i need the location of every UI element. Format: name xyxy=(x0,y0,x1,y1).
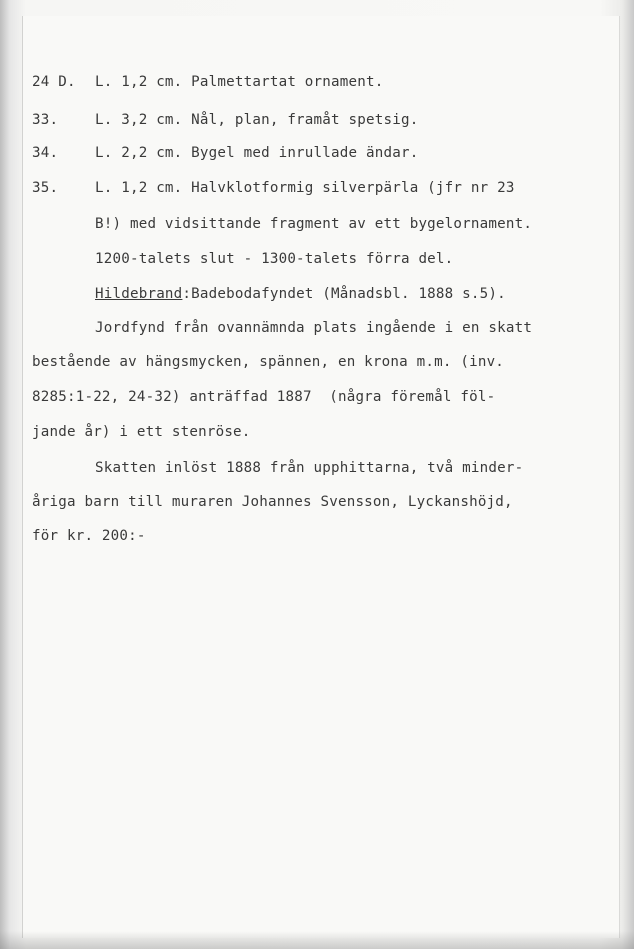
reference-line xyxy=(95,286,506,302)
paragraph-1-line-2: bestående av hängsmycken, spännen, en krona m.m. (inv. xyxy=(32,354,505,370)
entry-number-33: 33. xyxy=(32,112,59,128)
entry-number-35: 35. xyxy=(32,180,59,196)
entry-text-33: L. 3,2 cm. Nål, plan, framåt spetsig. xyxy=(95,112,419,128)
entry-35-continuation: B!) med vidsittande fragment av ett bygelornament. xyxy=(95,216,533,232)
paragraph-2-line-2: åriga barn till muraren Johannes Svensson, Lyckanshöjd, xyxy=(32,494,513,510)
paragraph-1-line-4: jande år) i ett stenröse. xyxy=(32,424,251,440)
scan-bottom-shadow xyxy=(0,931,634,949)
paragraph-2-line-1: Skatten inlöst 1888 från upphittarna, två minder- xyxy=(95,460,524,476)
entry-text-24: L. 1,2 cm. Palmettartat ornament. xyxy=(95,74,384,90)
paragraph-1-line-1: Jordfynd från ovannämnda plats ingående i en skatt xyxy=(95,320,533,336)
entry-number-24: 24 D. xyxy=(32,74,76,90)
paragraph-2-line-3: för kr. 200:- xyxy=(32,528,146,544)
reference-author: Hildebrand xyxy=(95,286,183,302)
entry-number-34: 34. xyxy=(32,145,59,161)
reference-title: :Badebodafyndet (Månadsbl. 1888 s.5). xyxy=(182,286,506,302)
dating-line: 1200-talets slut - 1300-talets förra del. xyxy=(95,251,454,267)
paragraph-1-line-3: 8285:1-22, 24-32) anträffad 1887 (några föremål föl- xyxy=(32,389,496,405)
entry-text-34: L. 2,2 cm. Bygel med inrullade ändar. xyxy=(95,145,419,161)
entry-text-35: L. 1,2 cm. Halvklotformig silverpärla (jfr nr 23 xyxy=(95,180,515,196)
